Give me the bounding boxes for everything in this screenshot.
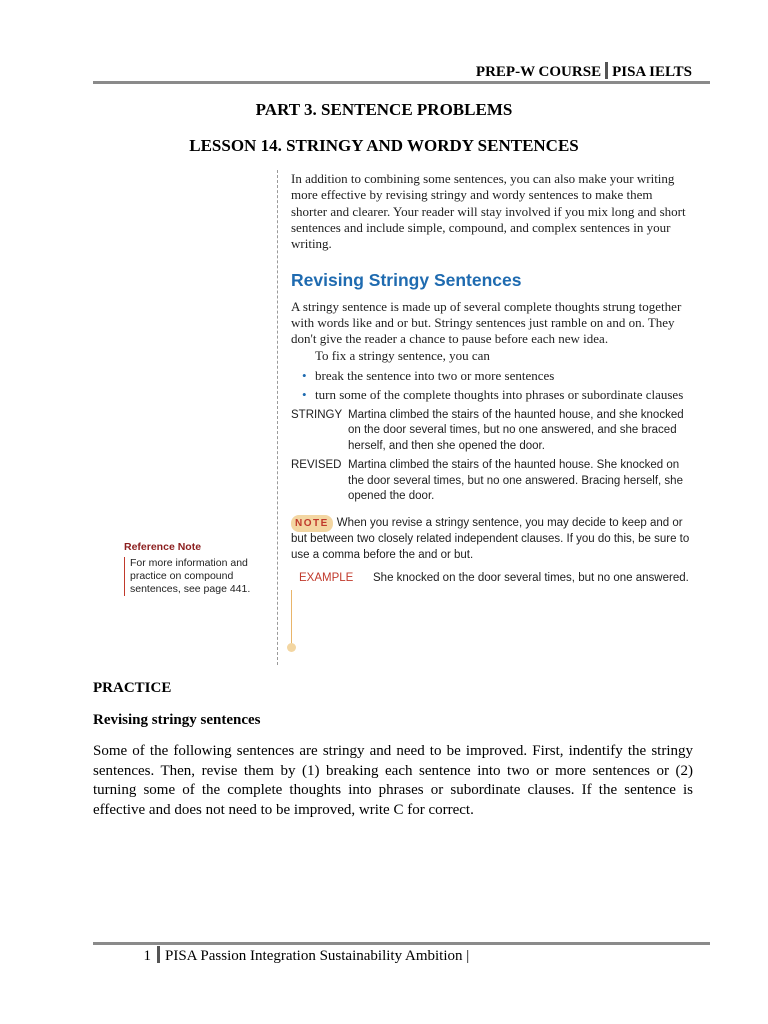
note-example-row bbox=[291, 571, 691, 587]
reference-note-title: Reference Note bbox=[124, 541, 202, 553]
bullet-icon: • bbox=[302, 387, 307, 403]
example-text: She knocked on the door several times, but no one answered. bbox=[373, 572, 689, 585]
header-separator bbox=[605, 62, 608, 79]
revised-label: REVISED bbox=[291, 459, 342, 472]
revised-text: Martina climbed the stairs of the haunted house. She knocked on the door several times, but no one answered. Bracing herself, she opened the door. bbox=[348, 459, 683, 503]
part-title: PART 3. SENTENCE PROBLEMS bbox=[255, 100, 513, 119]
practice-heading: PRACTICE bbox=[93, 680, 172, 696]
header-rule bbox=[93, 81, 710, 84]
lesson-title: LESSON 14. STRINGY AND WORDY SENTENCES bbox=[189, 136, 579, 155]
header-course: PREP-W COURSE bbox=[475, 64, 602, 80]
stringy-example-row bbox=[291, 408, 691, 455]
excerpt-intro: In addition to combining some sentences, you can also make your writing more effective by revising stringy and wordy sentences to make them shorter and clearer. Your reader will stay involved if you mix long and short sentences and include simple, compound, and complex sentences in your writing. bbox=[291, 171, 686, 252]
excerpt-margin-rule bbox=[277, 170, 278, 665]
stringy-label: STRINGY bbox=[291, 408, 343, 421]
practice-subheading: Revising stringy sentences bbox=[93, 712, 261, 728]
excerpt-definition: A stringy sentence is made up of several complete thoughts strung together with words like and or but. Stringy sentences just ramble on and on. They don't give the reader a chance to pause before each new idea. bbox=[291, 298, 682, 347]
header-brand: PISA IELTS bbox=[612, 64, 692, 80]
example-label: EXAMPLE bbox=[299, 572, 354, 585]
reference-note-body: For more information and practice on compound sentences, see page 441. bbox=[124, 557, 274, 596]
note-box bbox=[291, 515, 691, 587]
excerpt-bullet-list bbox=[291, 368, 691, 404]
reference-note bbox=[124, 541, 274, 596]
bullet-icon: • bbox=[302, 367, 307, 383]
footer-separator bbox=[157, 946, 160, 963]
note-tag: NOTE bbox=[291, 515, 333, 533]
note-accent-dot bbox=[287, 643, 296, 652]
practice-instructions: Some of the following sentences are stringy and need to be improved. First, indentify the stringy sentences. Then, revise them by (1) breaking each sentence into two or more sentences or (2) turning some of the complete thoughts into phrases or subordinate clauses. If the sentence is effective and does not need to be improved, write C for correct. bbox=[93, 743, 693, 818]
note-accent-line bbox=[291, 590, 292, 648]
page-number: 1 bbox=[143, 948, 151, 964]
note-text: When you revise a stringy sentence, you may decide to keep and or but between two closely related independent clauses. If you do this, be sure to use a comma before the and or but. bbox=[291, 516, 690, 561]
page-header bbox=[93, 62, 710, 82]
page-footer bbox=[93, 946, 469, 966]
excerpt-heading: Revising Stringy Sentences bbox=[291, 270, 522, 291]
footer-rule bbox=[93, 942, 710, 945]
stringy-text: Martina climbed the stairs of the haunted house, and she knocked on the door several times, but no one answered, and she braced herself, and then she opened the door. bbox=[348, 408, 684, 452]
revised-example-row bbox=[291, 458, 691, 505]
excerpt-fix-intro: To fix a stringy sentence, you can bbox=[315, 347, 490, 363]
textbook-excerpt bbox=[291, 171, 691, 587]
list-item: • break the sentence into two or more sentences bbox=[302, 367, 555, 383]
list-item: • turn some of the complete thoughts into phrases or subordinate clauses bbox=[302, 387, 684, 403]
footer-motto: PISA Passion Integration Sustainability Ambition | bbox=[165, 948, 470, 964]
